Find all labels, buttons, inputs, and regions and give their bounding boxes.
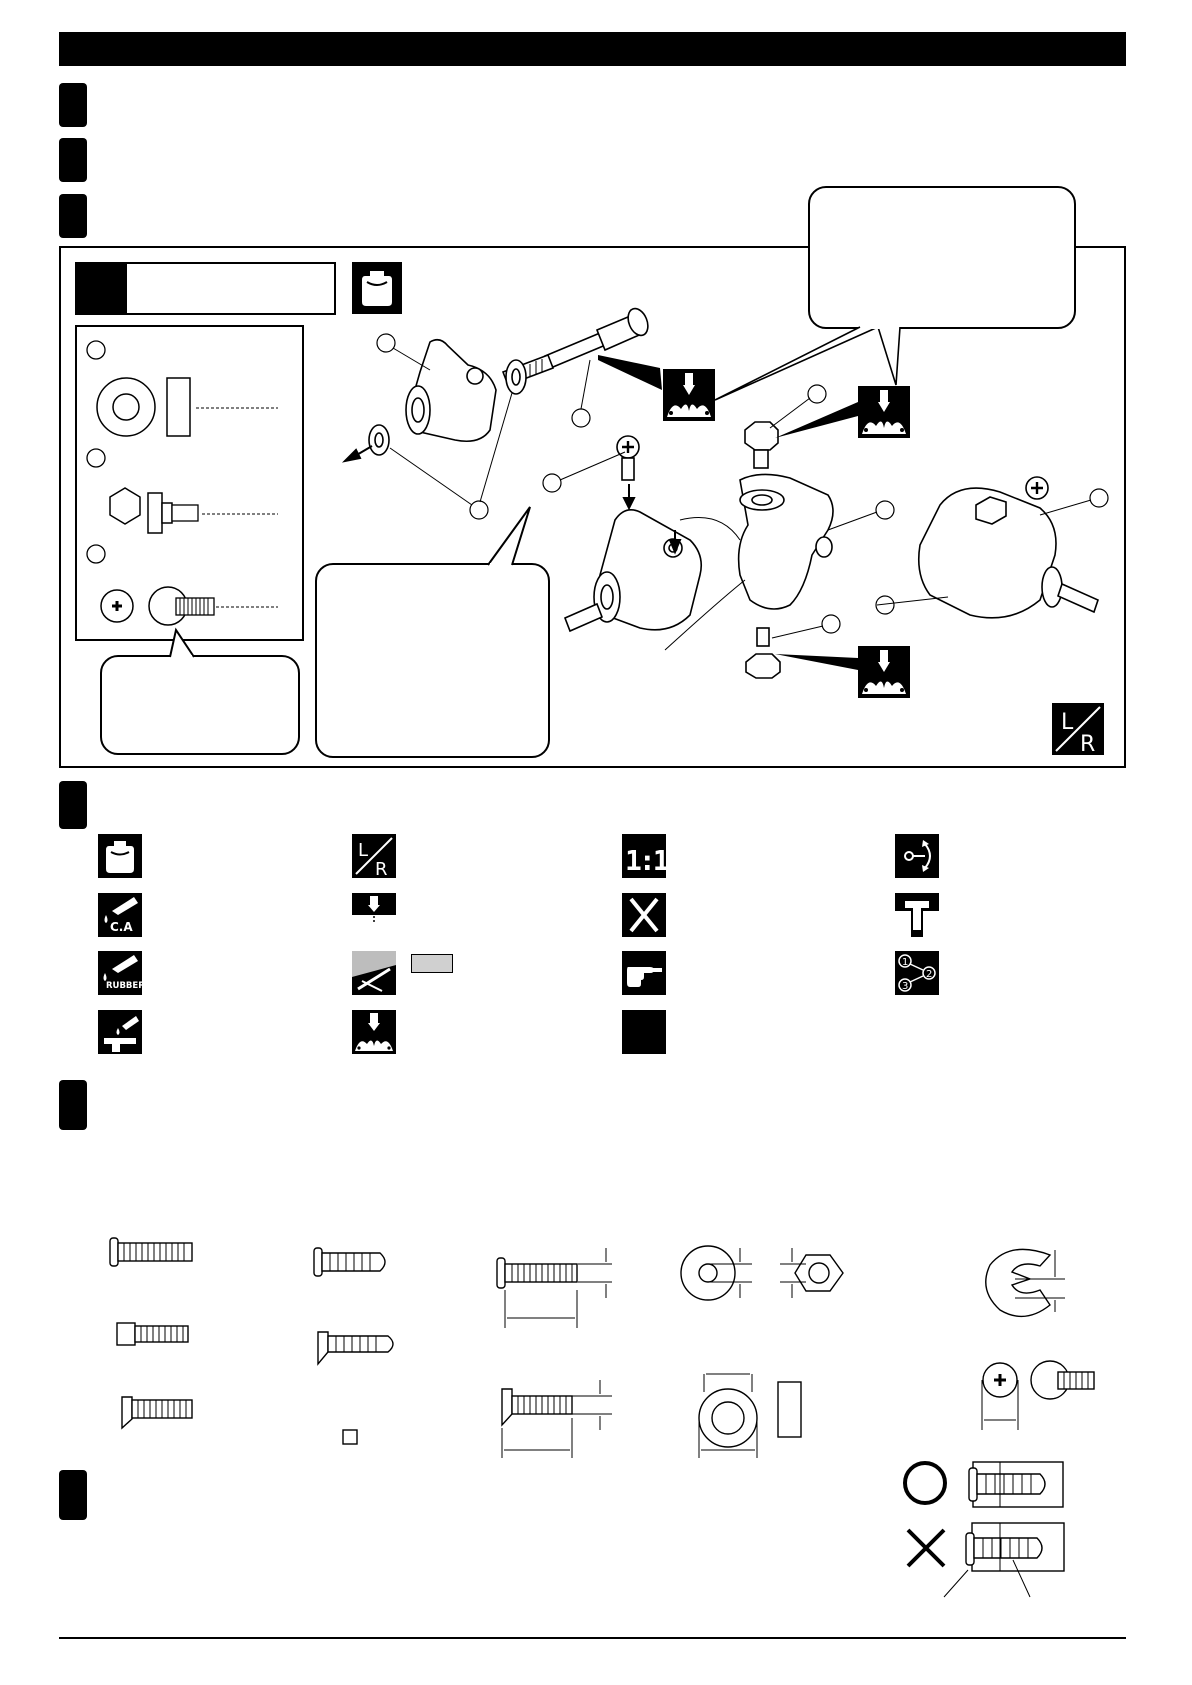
lr-letter-r: R: [375, 859, 388, 880]
sequence-number-3: 3: [902, 981, 909, 992]
rubber-glue-label: RUBBER: [106, 981, 145, 991]
lr-letter-l: L: [1061, 710, 1074, 735]
correct-mark-icon: [905, 1463, 945, 1503]
scale-1-1-label: 1:1: [625, 844, 667, 877]
sequence-number-2: 2: [926, 969, 933, 980]
lr-letter-r: R: [1080, 732, 1096, 757]
ca-glue-label: C.A: [110, 920, 133, 934]
footer-rule: [59, 1637, 1126, 1639]
incorrect-mark-icon: [908, 1530, 944, 1566]
sequence-number-1: 1: [902, 957, 909, 968]
lr-letter-l: L: [358, 840, 369, 861]
